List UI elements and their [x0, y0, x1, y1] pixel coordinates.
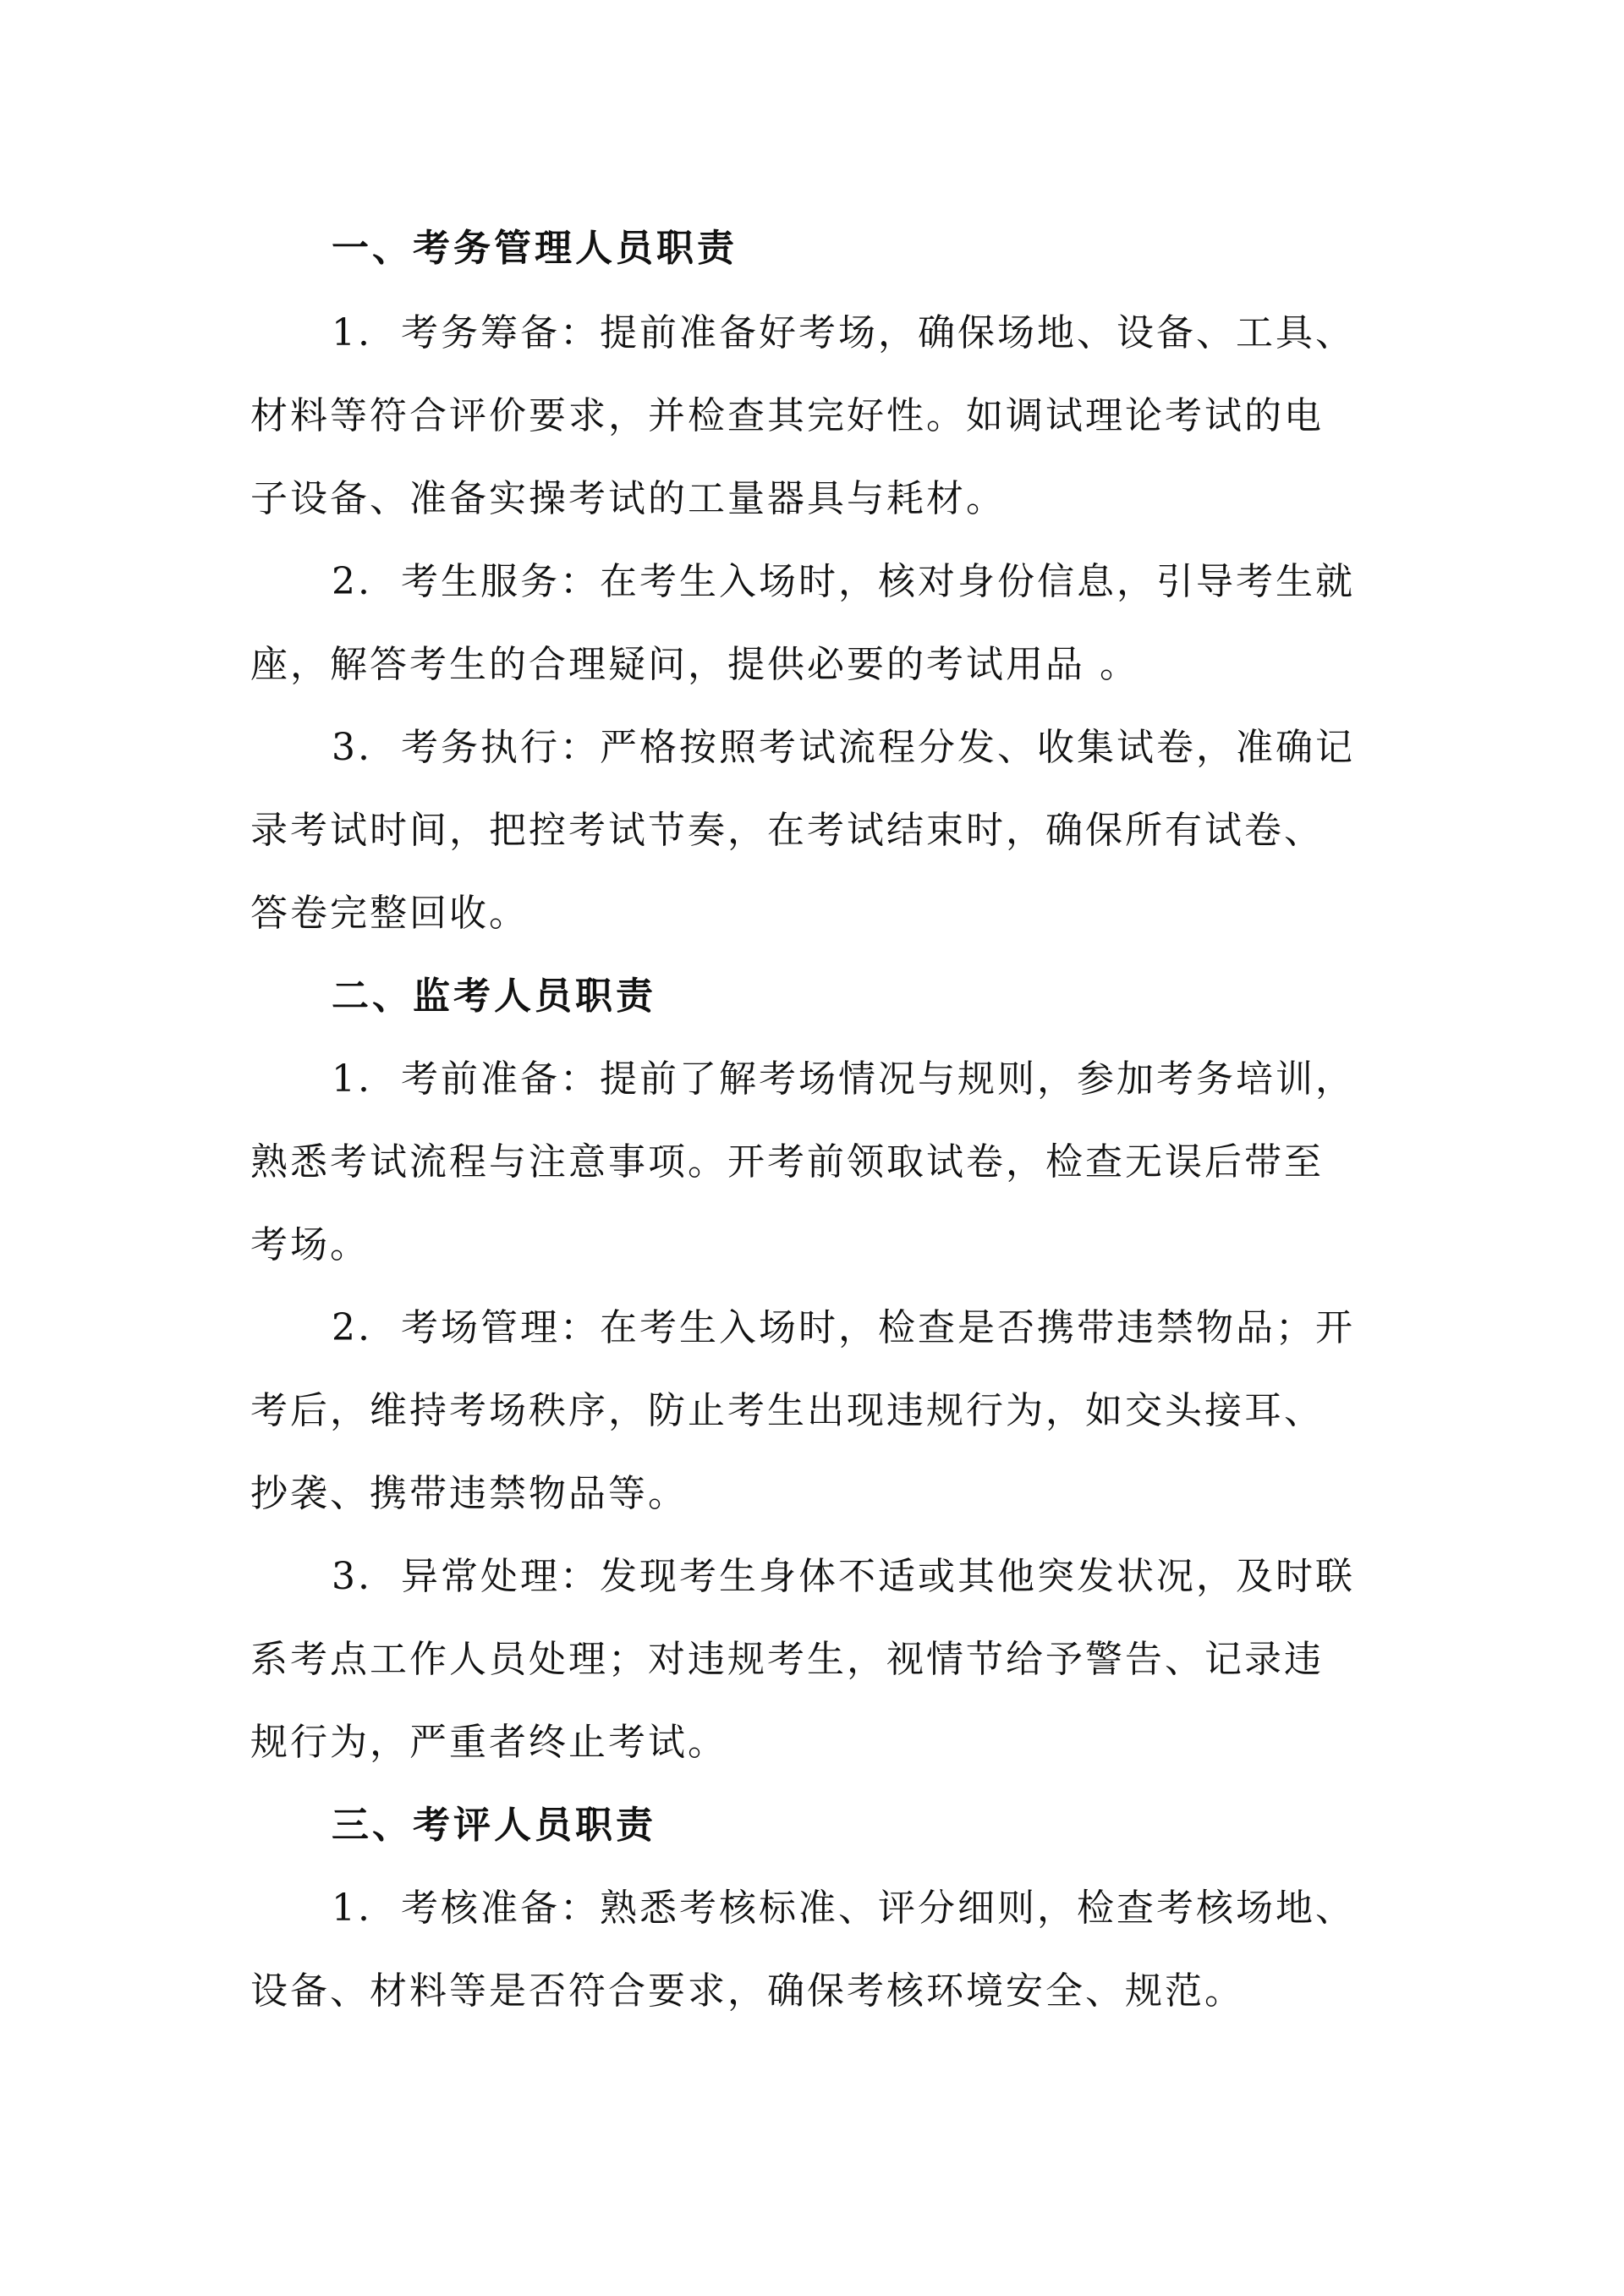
paragraph-line: 1. 考务筹备：提前准备好考场，确保场地、设备、工具、 [332, 311, 1355, 354]
paragraph-line: 熟悉考试流程与注意事项。开考前领取试卷，检查无误后带至 [250, 1140, 1324, 1184]
paragraph-line: 3. 考务执行：严格按照考试流程分发、收集试卷，准确记 [332, 726, 1355, 769]
paragraph-line: 规行为，严重者终止考试。 [250, 1721, 727, 1764]
paragraph-line: 录考试时间，把控考试节奏，在考试结束时，确保所有试卷、 [250, 809, 1324, 852]
paragraph-line: 设备、材料等是否符合要求，确保考核环境安全、规范。 [250, 1969, 1244, 2013]
paragraph-line: 抄袭、携带违禁物品等。 [250, 1472, 688, 1515]
paragraph-line: 3. 异常处理：发现考生身体不适或其他突发状况，及时联 [332, 1555, 1355, 1598]
paragraph-line: 答卷完整回收。 [250, 892, 529, 935]
section-heading: 三、考评人员职责 [332, 1804, 656, 1847]
paragraph-line: 1. 考核准备：熟悉考核标准、评分细则，检查考核场地、 [332, 1887, 1355, 1930]
paragraph-line: 考场。 [250, 1223, 370, 1266]
paragraph-line: 2. 考生服务：在考生入场时，核对身份信息，引导考生就 [332, 560, 1355, 603]
paragraph-line: 子设备、准备实操考试的工量器具与耗材。 [250, 477, 1006, 520]
paragraph-line: 考后，维持考场秩序，防止考生出现违规行为，如交头接耳、 [250, 1389, 1324, 1432]
paragraph-line: 1. 考前准备：提前了解考场情况与规则，参加考务培训， [332, 1057, 1355, 1101]
section-heading: 二、监考人员职责 [332, 975, 656, 1018]
section-heading: 一、考务管理人员职责 [332, 227, 738, 270]
paragraph-line: 材料等符合评价要求，并检查其完好性。如调试理论考试的电 [250, 394, 1324, 437]
paragraph-line: 系考点工作人员处理；对违规考生，视情节给予警告、记录违 [250, 1638, 1324, 1681]
paragraph-line: 2. 考场管理：在考生入场时，检查是否携带违禁物品；开 [332, 1306, 1355, 1349]
paragraph-line: 座，解答考生的合理疑问，提供必要的考试用品 。 [250, 643, 1139, 686]
